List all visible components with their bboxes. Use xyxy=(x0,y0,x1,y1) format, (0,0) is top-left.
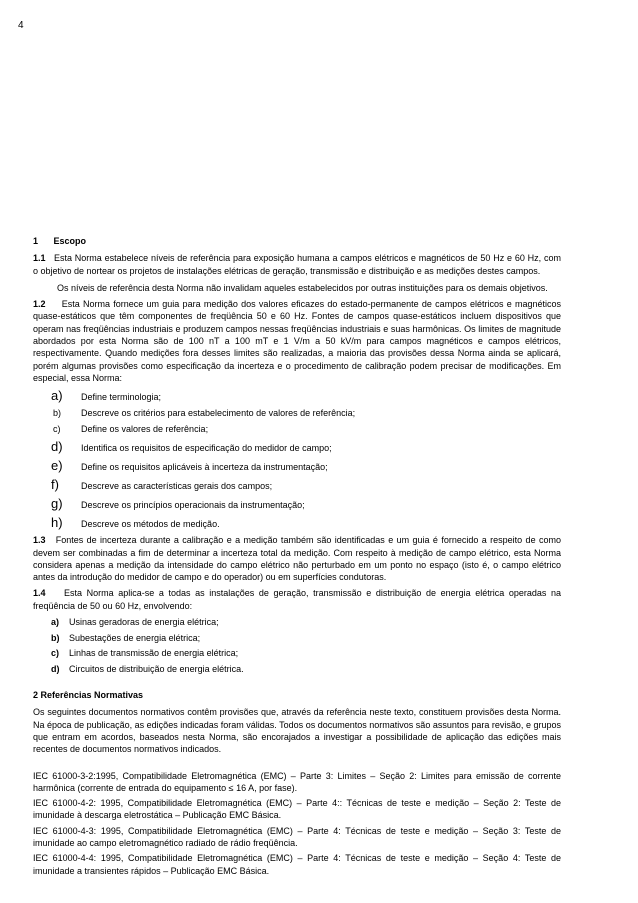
reference-item: IEC 61000-3-2:1995, Compatibilidade Eletromagnética (EMC) – Parte 3: Limites – Seção 2: Limites para emissão de corrente harmônica (corrente de entrada do equipamento ≤ 16 A, por fase). xyxy=(33,770,561,793)
section-2-heading: 2 Referências Normativas xyxy=(33,690,144,701)
paragraph-1-4-text: Esta Norma aplica-se a todas as instalações de geração, transmissão e distribuição de energia elétrica operadas na freqüência de 50 ou 60 Hz, envolvendo: xyxy=(33,588,561,611)
list-item-letter: a) xyxy=(51,617,60,628)
reference-item: IEC 61000-4-2: 1995, Compatibilidade Eletromagnética (EMC) – Parte 4:: Técnicas de teste e medição – Seção 2: Teste de imunidade à descarga eletrostática – Publicação EMC Básica. xyxy=(33,798,561,821)
list-item-text: Usinas geradoras de energia elétrica; xyxy=(69,617,219,628)
paragraph-1-4-label: 1.4 xyxy=(33,588,46,599)
list-item-letter: a) xyxy=(51,388,63,404)
list-item-letter: f) xyxy=(51,477,59,493)
list-item-letter: e) xyxy=(51,458,63,474)
paragraph-1-2-label: 1.2 xyxy=(33,299,46,310)
paragraph-1-1-text: Esta Norma estabelece níveis de referência para exposição humana a campos elétricos e magnéticos de 50 Hz e 60 Hz, com o objetivo de nortear os projetos de instalações elétricas de geração, transmissão e distribuição e as medições destes campos. xyxy=(33,253,561,276)
scope-list-item xyxy=(33,456,561,475)
section-1-title: Escopo xyxy=(53,236,87,246)
paragraph-1-1-label: 1.1 xyxy=(33,253,46,264)
reference-item: IEC 61000-4-3: 1995, Compatibilidade Eletromagnética (EMC) – Parte 4: Técnicas de teste e medição – Seção 3: Teste de imunidade ao campo eletromagnético radiado de rádio freqüência. xyxy=(33,825,561,849)
list-item-letter: b) xyxy=(51,632,60,643)
section-1-number: 1 xyxy=(33,236,39,246)
installations-list xyxy=(33,615,561,677)
list-item-letter: c) xyxy=(53,424,61,435)
list-item-text: Define os valores de referência; xyxy=(81,424,209,435)
list-item-letter: c) xyxy=(51,648,60,659)
installations-list-item xyxy=(33,646,561,662)
list-item-letter: d) xyxy=(51,439,63,455)
list-item-letter: d) xyxy=(51,663,60,674)
section-2-intro: Os seguintes documentos normativos contêm provisões que, através da referência neste texto, constituem provisões desta Norma. Na época de publicação, as edições indicadas foram válidas. Todos os documentos normativos são assuntos para revisão, e grupos que entram em acordos, baseados nesta Norma, são encorajados a investigar a possibilidade de aplicação das edições mais recentes de documentos normativos indicados. xyxy=(33,707,561,755)
installations-list-item xyxy=(33,615,561,631)
paragraph-1-3 xyxy=(33,534,561,583)
page-number: 4 xyxy=(18,20,24,31)
paragraph-1-2-text: Esta Norma fornece um guia para medição dos valores eficazes do estado-permanente de campos elétricos e magnéticos quase-estáticos que têm componentes de freqüência 50 e 60 Hz. Fontes de campos quase-estáticos incluem dispositivos que operam nas freqüências industriais e produzem campos nessas freqüências industriais e suas harmônicas. Os limites de magnitude abordados por esta Norma são de 100 nT a 100 mT e 1 V/m a 50 kV/m para campos magnéticos e campos elétricos, respectivamente. Quando medições fora desses limites são realizadas, a maioria das provisões dessa Norma ainda se aplicará, porém algumas provisões como especificação da incerteza e o procedimento de calibração podem precisar de modificações. Em especial, essa Norma: xyxy=(33,299,561,383)
scope-list xyxy=(33,386,561,532)
list-item-text: Descreve os critérios para estabelecimento de valores de referência; xyxy=(81,408,356,419)
list-item-text: Circuitos de distribuição de energia elétrica. xyxy=(69,663,244,674)
list-item-letter: g) xyxy=(51,496,63,512)
scope-list-item xyxy=(33,437,561,456)
list-item-text: Subestações de energia elétrica; xyxy=(69,632,201,643)
paragraph-1-3-text: Fontes de incerteza durante a calibração e a medição também são identificadas e um guia é fornecido a respeito de como devem ser combinadas a fim de determinar a incerteza total da medição. Com respeito à medição de campo elétrico, esta Norma considera apenas a medição da intensidade do campo elétrico não perturbado em um ponto no espaço (isto é, o campo elétrico antes da introdução do medidor de campo e do operador) ou em superfícies condutoras. xyxy=(33,535,561,583)
scope-list-item xyxy=(33,475,561,494)
list-item-text: Identifica os requisitos de especificação do medidor de campo; xyxy=(81,443,332,454)
paragraph-1-4 xyxy=(33,587,561,612)
paragraph-1-2 xyxy=(33,298,561,384)
list-item-text: Descreve os métodos de medição. xyxy=(81,519,220,530)
paragraph-1-1-b: Os níveis de referência desta Norma não invalidam aqueles estabelecidos por outras instituições para os demais objetivos. xyxy=(57,282,548,293)
scope-list-item xyxy=(33,513,561,532)
document-body xyxy=(33,235,561,877)
scope-list-item xyxy=(33,405,561,421)
section-1-heading xyxy=(33,235,561,247)
list-item-text: Define terminologia; xyxy=(81,392,162,403)
list-item-text: Descreve os princípios operacionais da instrumentação; xyxy=(81,500,305,511)
normative-references xyxy=(33,770,561,877)
list-item-letter: h) xyxy=(51,515,63,531)
installations-list-item xyxy=(33,631,561,647)
scope-list-item xyxy=(33,494,561,513)
list-item-text: Define os requisitos aplicáveis à incerteza da instrumentação; xyxy=(81,462,328,473)
list-item-text: Descreve as características gerais dos campos; xyxy=(81,481,273,492)
reference-item: IEC 61000-4-4: 1995, Compatibilidade Eletromagnética (EMC) – Parte 4: Técnicas de teste e medição – Seção 4: Teste de imunidade a transientes rápidos – Publicação EMC Básica. xyxy=(33,853,561,876)
list-item-letter: b) xyxy=(53,408,62,419)
paragraph-1-1 xyxy=(33,252,561,277)
scope-list-item xyxy=(33,386,561,405)
scope-list-item xyxy=(33,421,561,437)
list-item-text: Linhas de transmissão de energia elétrica; xyxy=(69,648,239,659)
installations-list-item xyxy=(33,662,561,678)
paragraph-1-3-label: 1.3 xyxy=(33,535,46,546)
